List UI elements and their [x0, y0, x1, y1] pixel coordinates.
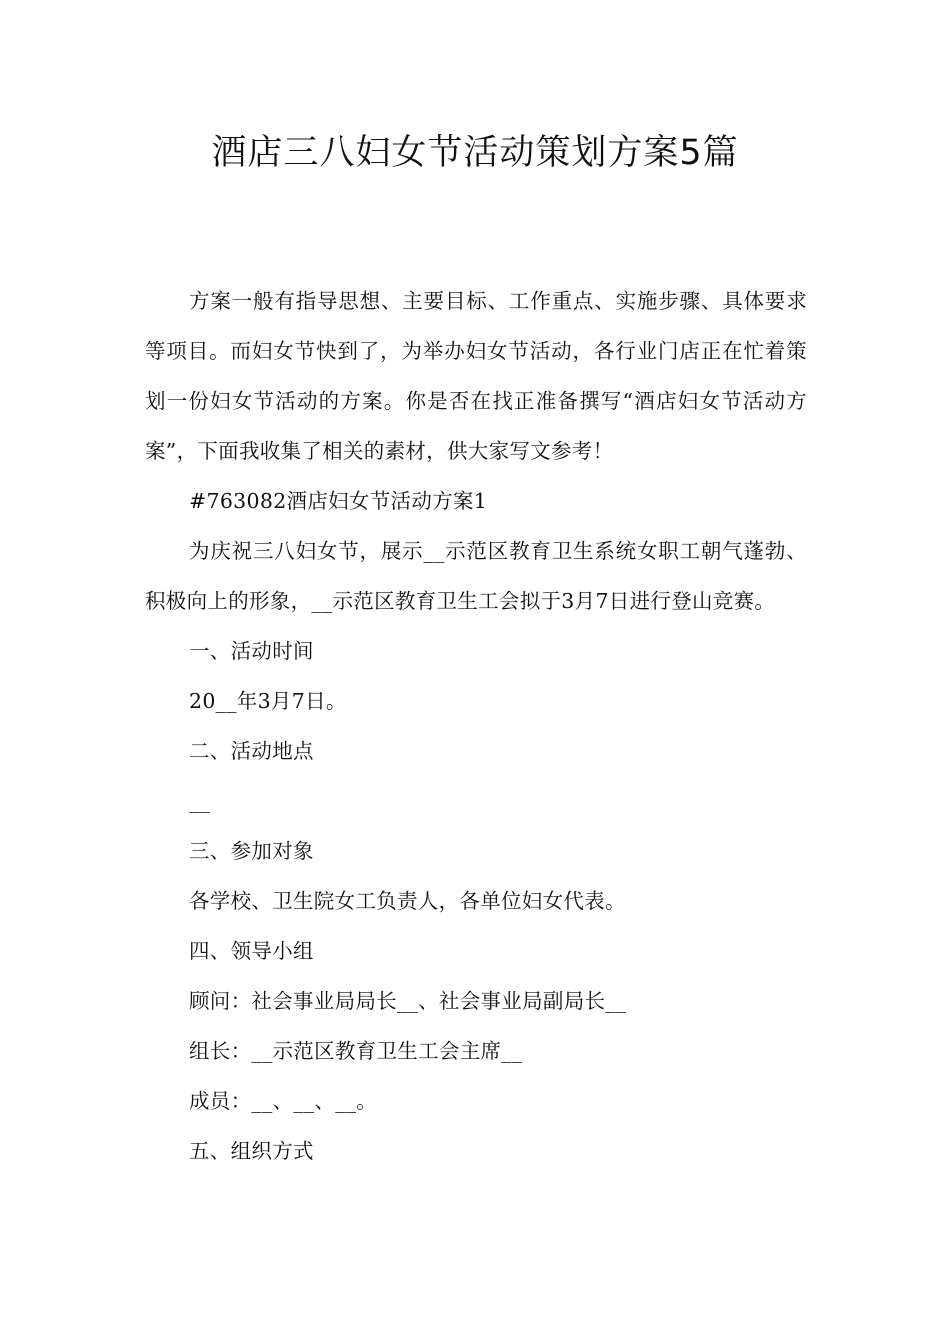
intro-paragraph: 方案一般有指导思想、主要目标、工作重点、实施步骤、具体要求等项目。而妇女节快到了，为举办妇女节活动，各行业门店正在忙着策划一份妇女节活动的方案。你是否在找正准备撰写“酒店妇女节活动方案”，下面我收集了相关的素材，供大家写文参考！	[145, 289, 807, 463]
purpose-paragraph: 为庆祝三八妇女节，展示__示范区教育卫生系统女职工朝气蓬勃、积极向上的形象，__示范区教育卫生工会拟于3月7日进行登山竞赛。	[145, 539, 807, 613]
section-heading: #763082酒店妇女节活动方案1	[189, 489, 488, 513]
members-text: 成员：__、__、__。	[189, 1089, 378, 1113]
heading-leadership-group: 四、领导小组	[189, 939, 314, 963]
heading-activity-place: 二、活动地点	[189, 739, 314, 763]
participants-text: 各学校、卫生院女工负责人，各单位妇女代表。	[189, 889, 626, 913]
document-title: 酒店三八妇女节活动策划方案5篇	[211, 133, 739, 173]
activity-time-text: 20__年3月7日。	[189, 689, 347, 713]
heading-organization-method: 五、组织方式	[189, 1139, 314, 1163]
document-body	[145, 276, 807, 1176]
heading-activity-time: 一、活动时间	[189, 639, 314, 663]
heading-participants: 三、参加对象	[189, 839, 314, 863]
leader-text: 组长：__示范区教育卫生工会主席__	[189, 1039, 523, 1063]
activity-place-text: __	[189, 789, 211, 813]
advisor-text: 顾问：社会事业局局长__、社会事业局副局长__	[189, 989, 627, 1013]
